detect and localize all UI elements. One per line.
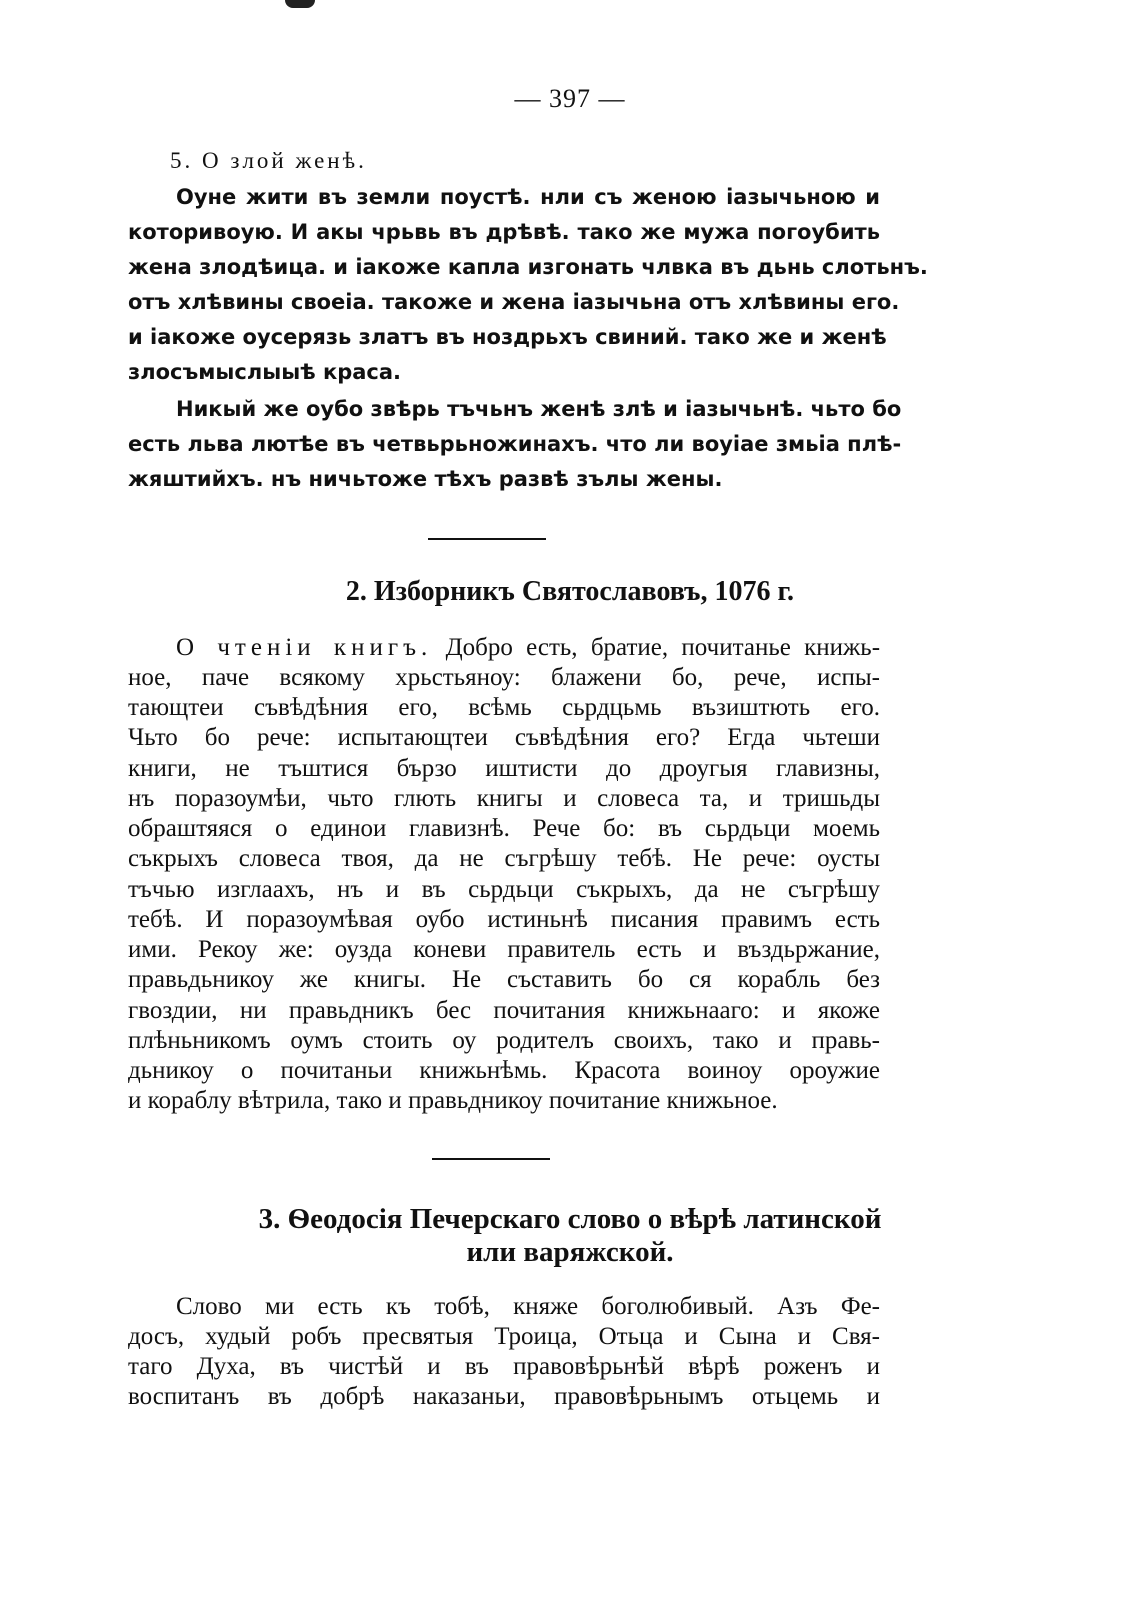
section3-heading-line2: или варяжской. [466,1236,674,1268]
section1-line: жена злодѣица. и іакоже капла изгонать члвка въ дьнь слотьнъ. [128,255,928,279]
section1-line: Никый же оубо звѣрь тъчьнъ женѣ злѣ и іазычьнѣ. чьто бо [176,397,902,421]
section3-line: Слово ми есть къ тобѣ, княже боголюбивый. Азъ Фе- [176,1293,880,1320]
section2-line: Чьто бо рече: испытающтеи съвѣдѣния его? Егда чьтеши [128,724,880,751]
section2-line: книги, не тъштися бързо иштисти до дроугыя главизны, [128,755,880,782]
section2-line: тъчью изглаахъ, нъ и въ сьрдьци съкрыхъ, да не съгрѣшу [128,876,880,903]
section3-line: досъ, худый робъ пресвятыя Троица, Отьца и Сына и Свя- [128,1323,880,1350]
section1-line: Оуне жити въ земли поустѣ. нли съ женою іазычьною и [176,185,880,209]
section-divider [428,538,546,540]
section1-line: есть льва лютѣе въ четвьрьножинахъ. что ли воуіае змьіа плѣ- [128,432,902,456]
section2-line: ное, паче всякому хрьстьяноу: блажени бо, рече, испы- [128,664,880,691]
ink-smudge [285,0,315,8]
section2-line: тающтеи съвѣдѣния его, всѣмь сьрдцьмь възиштють его. [128,694,880,721]
section2-line: съкрыхъ словеса твоя, да не съгрѣшу тебѣ. Не рече: оусты [128,845,880,872]
section2-line: правьдьникоу же книгы. Не съставить бо ся корабль без [128,966,880,993]
section1-line: жяштийхъ. нъ ничьтоже тѣхъ развѣ зълы жены. [128,467,723,491]
section2-line: гвоздии, ни правьдникъ бес почитания книжьнааго: и якоже [128,997,880,1024]
section-divider [432,1158,550,1160]
section1-line: и іакоже оусерязь златъ въ ноздрьхъ свиний. тако же и женѣ [128,325,887,349]
section2-first-line [128,633,880,663]
section2-line: дьникоу о почитаньи книжьнѣмь. Красота воиноу ороужие [128,1057,880,1084]
section2-line: тебѣ. И поразоумѣвая оубо истиньнѣ писания правимъ есть [128,906,880,933]
section1-subtitle: 5. О злой женѣ. [170,148,367,173]
section2-line: ими. Рекоу же: оузда коневи правитель есть и въздьржание, [128,936,880,963]
section3-heading-line1: 3. Ѳеодосія Печерскаго слово о вѣрѣ латинской [258,1203,882,1235]
section1-line: злосъмыслыыѣ краса. [128,360,402,384]
section2-line: обраштяяся о единои главизнѣ. Рече бо: въ сьрдьци моемь [128,815,880,842]
page-number: — 397 — [514,84,626,113]
section2-line: и кораблу вѣтрила, тако и правьдникоу почитание книжьное. [128,1087,778,1114]
section1-line: отъ хлѣвины своеіа. такоже и жена іазычьна отъ хлѣвины его. [128,290,900,314]
section2-lead: О чтеніи книгъ. [176,634,433,661]
section1-line: которивоую. И акы чрьвь въ дрѣвѣ. тако же мужа погоубить [128,220,880,244]
section2-heading: 2. Изборникъ Святославовъ, 1076 г. [345,576,795,607]
section3-line: таго Духа, въ чистѣй и въ правовѣрьнѣй вѣрѣ роженъ и [128,1353,880,1380]
section3-line: воспитанъ въ добрѣ наказаньи, правовѣрьнымъ отьцемь и [128,1383,880,1410]
section2-line: нъ поразоумѣи, чьто глють книгы и словеса та, и тришьды [128,785,880,812]
section2-line: Добро есть, братие, почитанье книжь- [445,634,881,661]
section2-line: плѣньникомъ оумъ стоить оу родителъ своихъ, тако и правь- [128,1027,880,1054]
